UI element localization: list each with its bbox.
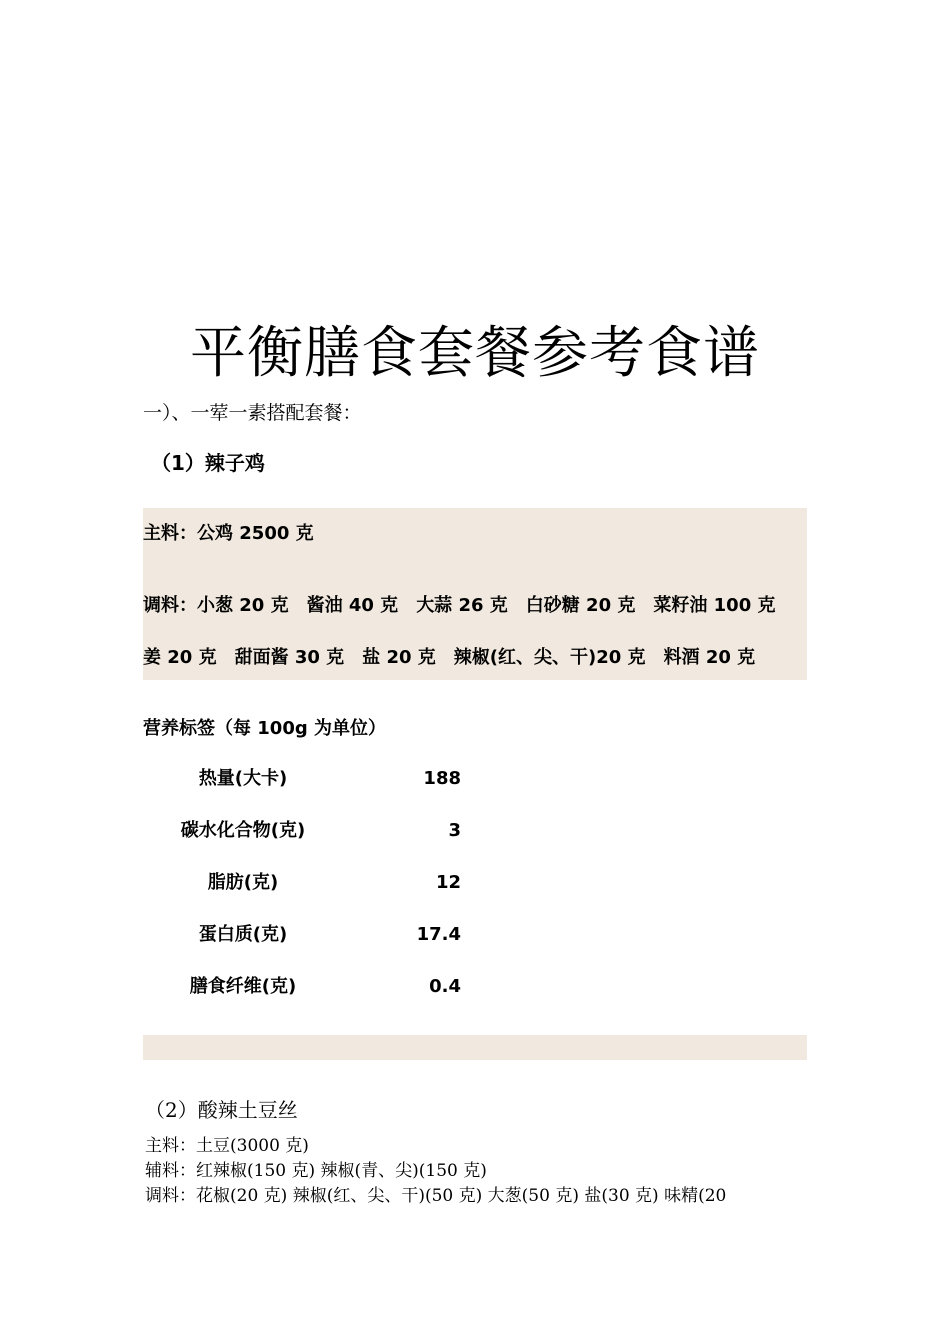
nutrition-row <box>143 868 473 898</box>
nutrition-value: 188 <box>423 768 461 789</box>
recipe-title: （1）辣子鸡 <box>151 451 265 475</box>
seasoning-item: 料酒 20 克 <box>663 647 756 668</box>
recipe-title: （2）酸辣土豆丝 <box>145 1098 298 1122</box>
ingredient-panel <box>143 508 807 680</box>
nutrition-value: 3 <box>448 820 461 841</box>
nutrition-row <box>143 816 473 846</box>
nutrition-value: 0.4 <box>429 976 461 997</box>
aux-ingredient-line: 辅料：红辣椒(150 克) 辣椒(青、尖)(150 克) <box>145 1161 487 1181</box>
main-ingredient-line: 主料：土豆(3000 克) <box>145 1136 309 1156</box>
seasoning-item: 大蒜 26 克 <box>416 595 508 616</box>
seasoning-line: 调料：花椒(20 克) 辣椒(红、尖、干)(50 克) 大葱(50 克) 盐(30 克) 味精(20 <box>145 1186 727 1206</box>
nutrition-row <box>143 972 473 1002</box>
seasoning-item: 菜籽油 100 克 <box>653 595 776 616</box>
nutrition-label: 膳食纤维(克) <box>189 976 297 997</box>
nutrition-label: 热量(大卡) <box>198 768 288 789</box>
seasoning-prefix: 调料： <box>143 595 197 616</box>
seasoning-line-1 <box>143 594 793 618</box>
seasoning-line-2 <box>143 646 773 670</box>
page-title: 平衡膳食套餐参考食谱 <box>190 321 760 386</box>
seasoning-item: 盐 20 克 <box>362 647 436 668</box>
main-ingredient-line: 主料：公鸡 2500 克 <box>143 523 314 544</box>
nutrition-label: 碳水化合物(克) <box>180 820 306 841</box>
seasoning-item: 白砂糖 20 克 <box>525 595 636 616</box>
seasoning-item: 姜 20 克 <box>143 647 217 668</box>
section-heading: 一）、一荤一素搭配套餐： <box>143 402 362 424</box>
seasoning-item: 甜面酱 30 克 <box>234 647 345 668</box>
nutrition-title: 营养标签（每 100g 为单位） <box>143 718 386 739</box>
nutrition-value: 17.4 <box>416 924 461 945</box>
nutrition-label: 脂肪(克) <box>207 872 279 893</box>
panel-footer-bar <box>143 1035 807 1060</box>
seasoning-item: 酱油 40 克 <box>306 595 399 616</box>
seasoning-item: 小葱 20 克 <box>197 595 289 616</box>
nutrition-row <box>143 764 473 794</box>
nutrition-value: 12 <box>435 872 461 893</box>
seasoning-item: 辣椒(红、尖、干)20 克 <box>453 647 646 668</box>
nutrition-label: 蛋白质(克) <box>198 924 288 945</box>
nutrition-row <box>143 920 473 950</box>
